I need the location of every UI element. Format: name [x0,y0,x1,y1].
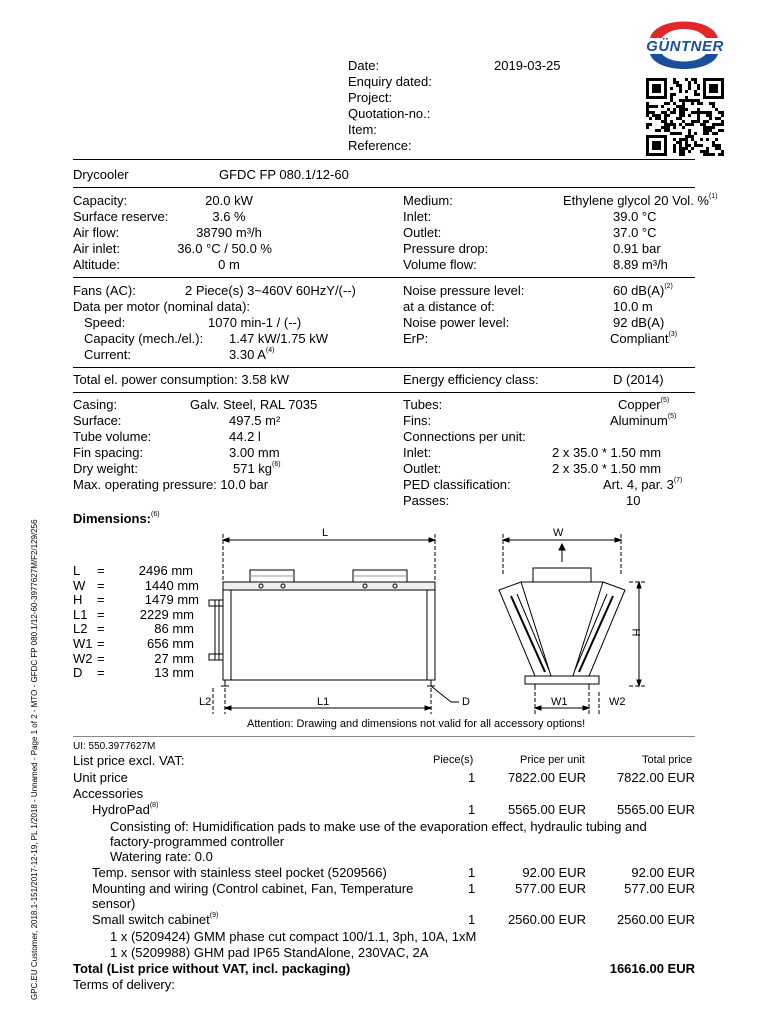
fins-value-wrap [610,413,676,429]
header-fields [348,58,432,154]
temp-sensor-qty: 1 [468,865,476,880]
current-value-wrap [229,347,274,363]
mounting-total: 577.00 EUR [624,881,695,896]
unit-price-qty: 1 [468,770,476,785]
casing-value: Galv. Steel, RAL 7035 [190,397,318,412]
dim-label-L: L [322,527,329,539]
connections-label: Connections per unit: [403,429,526,444]
fans-label: Fans (AC): [73,283,136,298]
dimensions-list: L = 2496 mm W = 1440 mm H = 1479 mm L1 = 2229 mm L2 = 86 mm W1 = 656 mm W2 = 27 mm D = 13 mm [73,563,199,681]
dim-key: W2 [73,650,93,666]
air-flow-value: 38790 m³/h [196,225,262,240]
mounting-qty: 1 [468,881,476,896]
footnote-6-dim: (6) [151,511,160,518]
hydropad-qty: 1 [468,802,476,817]
current-label: Current: [84,347,131,362]
conn-inlet-label: Inlet: [403,445,432,460]
dim-value: 656 mm [147,635,194,651]
unit-price-label: Unit price [73,770,128,785]
tubes-value: Copper [618,397,661,412]
noise-power-label: Noise power level: [403,315,510,330]
divider [73,187,695,188]
dim-key: D [73,665,83,681]
altitude-label: Altitude: [73,257,120,272]
col-total-header: Total price [642,754,693,766]
casing-label: Casing: [73,397,118,412]
footnote-1: (1) [708,193,718,200]
tubes-label: Tubes: [403,397,443,412]
divider [73,277,695,278]
unit-price-total: 7822.00 EUR [616,770,695,785]
mounting-label-1: Mounting and wiring (Control cabinet, Fan, Temperature [92,881,414,896]
field-date-value: 2019-03-25 [494,58,561,73]
field-enquiry-label: Enquiry dated: [348,74,432,89]
tubes-value-wrap [618,397,669,413]
erp-value: Compliant [610,331,669,346]
hydropad-desc-3: Watering rate: 0.0 [110,849,213,864]
product-model: GFDC FP 080.1/12-60 [219,167,349,182]
footnote-5: (5) [660,397,670,404]
fin-spacing-value: 3.00 mm [229,445,280,460]
surface-reserve-label: Surface reserve: [73,209,169,224]
front-view-drawing [195,526,480,716]
side-view-drawing [495,526,655,716]
erp-label: ErP: [403,331,429,346]
erp-value-wrap [610,331,677,347]
footnote-9: (9) [209,912,219,919]
qr-code [646,78,724,156]
dim-key: H [73,592,83,608]
fins-label: Fins: [403,413,432,428]
capacity-value: 20.0 kW [205,193,253,208]
motor-capacity-value: 1.47 kW/1.75 kW [229,331,328,346]
distance-label: at a distance of: [403,299,495,314]
total-power: Total el. power consumption: 3.58 kW [73,372,290,387]
surface-label: Surface: [73,413,122,428]
dry-weight-value-wrap [233,461,281,477]
temp-sensor-label: Temp. sensor with stainless steel pocket (5209566) [92,865,387,880]
side-footer-text: GPC.EU Customer, 2018.1-151/2017-12-19, PL 1/2018 - Unnamed - Page 1 of 2 - MTO - GFDC FP 080.1/12-60-3977627M/F2/129/256 [30,519,39,1000]
ped-label: PED classification: [403,477,511,492]
ped-value: Art. 4, par. 3 [603,477,674,492]
mounting-label-2: sensor) [92,896,136,911]
field-quotation-label: Quotation-no.: [348,106,431,121]
dim-value: 1440 mm [144,577,199,593]
dim-key: L [73,563,81,578]
hydropad-total: 5565.00 EUR [616,802,695,817]
field-item-label: Item: [348,122,377,137]
attention-note: Attention: Drawing and dimensions not valid for all accessory options! [247,718,586,730]
passes-value: 10 [626,493,641,508]
outlet-temp-value: 37.0 °C [613,225,657,240]
efficiency-label: Energy efficiency class: [403,372,539,387]
efficiency-value: D (2014) [613,372,664,387]
dim-value: 27 mm [154,650,194,666]
footnote-5b: (5) [667,413,677,420]
conn-outlet-label: Outlet: [403,461,442,476]
max-pressure: Max. operating pressure: 10.0 bar [73,477,269,492]
noise-pressure-label: Noise pressure level: [403,283,525,298]
outlet-temp-label: Outlet: [403,225,442,240]
tube-volume-label: Tube volume: [73,429,152,444]
switch-desc-2: 1 x (5209988) GHM pad IP65 StandAlone, 230VAC, 2A [110,945,429,960]
footnote-2: (2) [664,283,673,290]
footnote-6: (6) [272,461,281,468]
passes-label: Passes: [403,493,450,508]
divider [73,392,695,393]
divider [73,367,695,368]
logo-text: GÜNTNER [646,38,724,55]
medium-labels [403,193,488,273]
fins-value: Aluminum [610,413,668,428]
divider [73,736,695,737]
dim-key: W1 [73,635,93,651]
air-inlet-label: Air inlet: [73,241,120,256]
hydropad-unit: 5565.00 EUR [507,802,586,817]
current-value: 3.30 A [229,347,266,362]
accessories-label: Accessories [73,786,144,801]
field-date-label: Date: [348,58,380,73]
capacity-label: Capacity: [73,193,128,208]
dim-label-W1: W1 [551,696,568,708]
product-label: Drycooler [73,167,129,182]
dry-weight-value: 571 kg [233,461,273,476]
tube-volume-value: 44.2 l [229,429,261,444]
field-project-label: Project: [348,90,393,105]
dim-label-L2: L2 [199,696,212,708]
dimensions-title-wrap [73,511,160,527]
ui-number: UI: 550.3977627M [73,741,156,752]
col-unit-header: Price per unit [520,754,585,766]
air-inlet-value: 36.0 °C / 50.0 % [177,241,272,256]
field-reference-label: Reference: [348,138,412,153]
switch-desc-1: 1 x (5209424) GMM phase cut compact 100/1.1, 3ph, 10A, 1xM [110,929,477,944]
hydropad-label-wrap [92,802,158,818]
divider [73,159,695,160]
dim-value: 86 mm [154,621,194,637]
noise-pressure-value-wrap [613,283,673,299]
total-label: Total (List price without VAT, incl. packaging) [73,961,351,976]
performance-values [150,193,280,273]
dim-label-W2: W2 [609,696,626,708]
dim-value: 1479 mm [144,592,199,608]
inlet-temp-label: Inlet: [403,209,432,224]
col-pieces-header: Piece(s) [433,754,474,766]
switch-label: Small switch cabinet [92,912,210,927]
dim-label-D: D [462,696,470,708]
motor-capacity-label: Capacity (mech./el.): [84,331,204,346]
switch-unit: 2560.00 EUR [507,912,586,927]
dim-key: L2 [73,621,88,637]
dim-value: 2496 mm [138,563,193,578]
dim-value: 13 mm [154,665,194,681]
switch-qty: 1 [468,912,476,927]
pressure-drop-value: 0.91 bar [613,241,661,256]
dim-label-H: H [629,628,642,637]
footnote-4: (4) [265,347,275,354]
guntner-logo [636,12,732,74]
hydropad-desc-2: factory-programmed controller [110,834,285,849]
switch-label-wrap [92,912,218,928]
fans-value: 2 Piece(s) 3~460V 60HzY/(--) [185,283,356,298]
altitude-value: 0 m [218,257,240,272]
footnote-3: (3) [668,331,678,338]
switch-total: 2560.00 EUR [616,912,695,927]
medium-value: Ethylene glycol 20 Vol. % [563,193,709,208]
hydropad-label: HydroPad [92,802,150,817]
mounting-unit: 577.00 EUR [515,881,586,896]
ped-value-wrap [603,477,682,493]
temp-sensor-unit: 92.00 EUR [522,865,586,880]
terms-of-delivery: Terms of delivery: [73,977,175,992]
volume-flow-label: Volume flow: [403,257,477,272]
dim-value: 2229 mm [139,606,194,622]
volume-flow-value: 8.89 m³/h [613,257,668,272]
noise-labels [403,283,524,347]
dim-label-W: W [553,527,564,539]
dry-weight-label: Dry weight: [73,461,139,476]
motor-data-label: Data per motor (nominal data): [73,299,251,314]
price-title: List price excl. VAT: [73,753,185,768]
unit-price-unit: 7822.00 EUR [507,770,586,785]
medium-values [540,193,730,273]
distance-value: 10.0 m [613,299,653,314]
medium-label: Medium: [403,193,453,208]
dim-key: W [73,577,86,593]
footnote-8: (8) [149,802,159,809]
total-value: 16616.00 EUR [609,961,695,976]
tube-labels [403,397,526,509]
conn-inlet-value: 2 x 35.0 * 1.50 mm [552,445,662,460]
dim-label-L1: L1 [317,696,330,708]
surface-reserve-value: 3.6 % [212,209,246,224]
inlet-temp-value: 39.0 °C [613,209,657,224]
speed-value: 1070 min-1 / (--) [208,315,302,330]
surface-value: 497.5 m² [229,413,281,428]
pressure-drop-label: Pressure drop: [403,241,489,256]
temp-sensor-total: 92.00 EUR [631,865,695,880]
dim-key: L1 [73,606,88,622]
hydropad-desc-1: Consisting of: Humidification pads to make use of the evaporation effect, hydraulic tubing and [110,819,647,834]
noise-pressure-value: 60 dB(A) [613,283,665,298]
dimensions-title: Dimensions: [73,511,152,526]
air-flow-label: Air flow: [73,225,120,240]
noise-power-value: 92 dB(A) [613,315,665,330]
footnote-7: (7) [673,477,683,484]
speed-label: Speed: [84,315,126,330]
fin-spacing-label: Fin spacing: [73,445,144,460]
conn-outlet-value: 2 x 35.0 * 1.50 mm [552,461,662,476]
